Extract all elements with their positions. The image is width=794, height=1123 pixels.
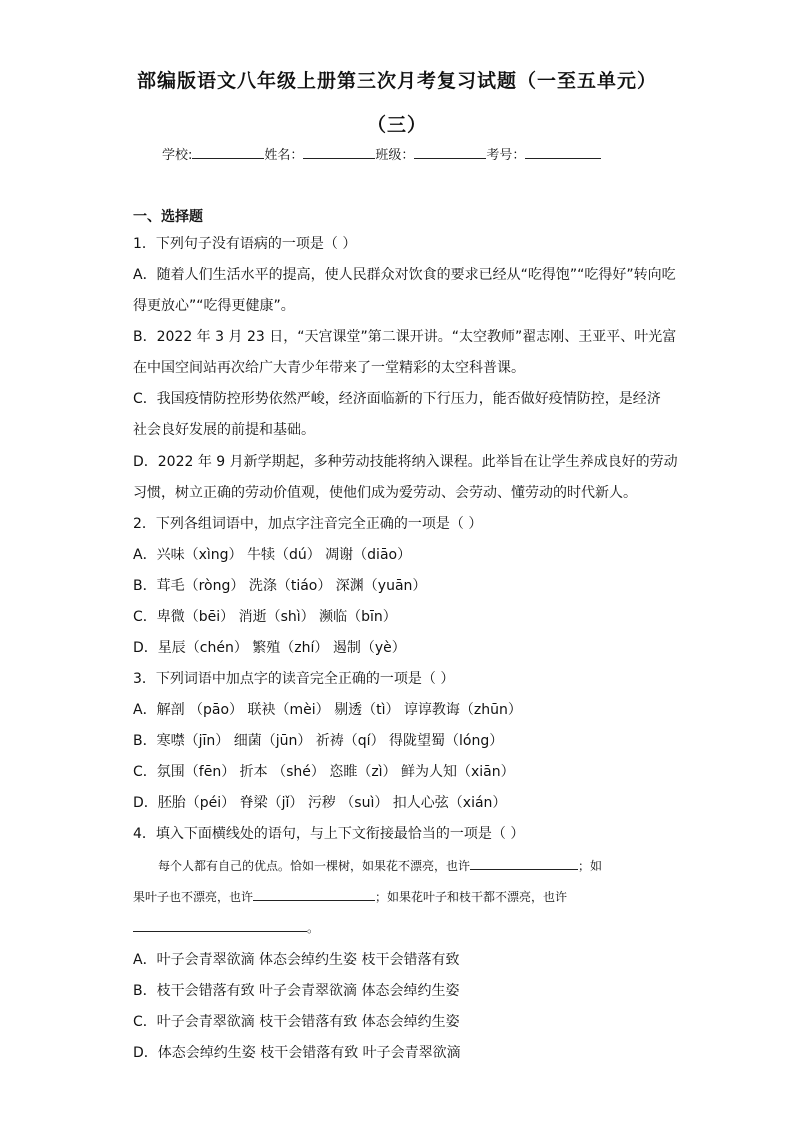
blank-2[interactable] (253, 887, 375, 901)
question-4-option-c: C．叶子会青翠欲滴 枝干会错落有致 体态会绰约生姿 (133, 1014, 460, 1030)
question-2-stem: 2．下列各组词语中，加点字注音完全正确的一项是（ ） (133, 516, 483, 532)
question-3-option-a: A．解剖 （pāo） 联袂（mèi） 剔透（tì） 谆谆教诲（zhūn） (133, 702, 522, 718)
question-4-passage-line-2 (133, 887, 567, 907)
page-subtitle: （三） (366, 114, 427, 136)
question-1-option-a-cont: 得更放心”“吃得更健康”。 (133, 298, 295, 314)
question-3-option-b: B．寒噤（jīn） 细菌（jūn） 祈祷（qí） 得陇望蜀（lóng） (133, 733, 504, 749)
question-2-option-c: C．卑微（bēi） 消逝（shì） 濒临（bīn） (133, 609, 397, 625)
blank-1[interactable] (470, 856, 578, 870)
number-field[interactable] (525, 145, 601, 159)
question-2-option-b: B．茸毛（ròng） 洗涤（tiáo） 深渊（yuān） (133, 578, 427, 594)
passage-text: 果叶子也不漂亮，也许 (133, 890, 254, 904)
passage-text: ；如 (578, 859, 603, 873)
page-title: 部编版语文八年级上册第三次月考复习试题（一至五单元） (136, 70, 657, 92)
question-3-stem: 3．下列词语中加点字的读音完全正确的一项是（ ） (133, 671, 455, 687)
section-heading: 一、选择题 (133, 209, 203, 225)
question-4-passage-line-3 (133, 918, 319, 938)
question-4-passage-line-1 (158, 856, 602, 876)
question-3-option-d: D．胚胎（péi） 脊梁（jǐ） 污秽 （suì） 扣人心弦（xián） (133, 795, 507, 811)
school-label: 学校: (162, 148, 193, 163)
question-1-option-a: A．随着人们生活水平的提高，使人民群众对饮食的要求已经从“吃得饱”“吃得好”转向吃 (133, 267, 676, 283)
question-1-option-c-cont: 社会良好发展的前提和基础。 (133, 422, 315, 438)
question-1-option-b-cont: 在中国空间站再次给广大青少年带来了一堂精彩的太空科普课。 (133, 360, 525, 376)
number-label: 考号： (486, 148, 526, 163)
question-2-option-a: A．兴味（xìng） 牛犊（dú） 凋谢（diāo） (133, 547, 412, 563)
question-1-stem: 1．下列句子没有语病的一项是（ ） (133, 236, 357, 252)
student-info-row (162, 144, 601, 163)
name-label: 姓名： (264, 148, 304, 163)
question-2-option-d: D．星辰（chén） 繁殖（zhí） 遏制（yè） (133, 640, 406, 656)
class-field[interactable] (414, 145, 486, 159)
blank-3[interactable] (133, 918, 307, 932)
question-4-option-d: D．体态会绰约生姿 枝干会错落有致 叶子会青翠欲滴 (133, 1045, 461, 1061)
school-field[interactable] (192, 145, 264, 159)
class-label: 班级： (375, 148, 415, 163)
passage-text: ；如果花叶子和枝干都不漂亮，也许 (375, 890, 568, 904)
question-1-option-c: C．我国疫情防控形势依然严峻，经济面临新的下行压力，能否做好疫情防控，是经济 (133, 391, 661, 407)
question-4-option-b: B．枝干会错落有致 叶子会青翠欲滴 体态会绰约生姿 (133, 983, 460, 999)
question-4-stem: 4．填入下面横线处的语句，与上下文衔接最恰当的一项是（ ） (133, 826, 525, 842)
passage-text: 。 (307, 921, 320, 935)
question-3-option-c: C．氛围（fēn） 折本 （shé） 恣睢（zì） 鲜为人知（xiān） (133, 764, 515, 780)
question-1-option-b: B．2022 年 3 月 23 日，“天宫课堂”第二课开讲。“太空教师”翟志刚、王亚平、叶光富 (133, 329, 677, 345)
question-1-option-d-cont: 习惯，树立正确的劳动价值观，使他们成为爱劳动、会劳动、懂劳动的时代新人。 (133, 485, 637, 501)
name-field[interactable] (303, 145, 375, 159)
question-1-option-d: D．2022 年 9 月新学期起，多种劳动技能将纳入课程。此举旨在让学生养成良好的劳动 (133, 454, 678, 470)
question-4-option-a: A．叶子会青翠欲滴 体态会绰约生姿 枝干会错落有致 (133, 952, 460, 968)
passage-text: 每个人都有自己的优点。恰如一棵树，如果花不漂亮，也许 (158, 859, 471, 873)
